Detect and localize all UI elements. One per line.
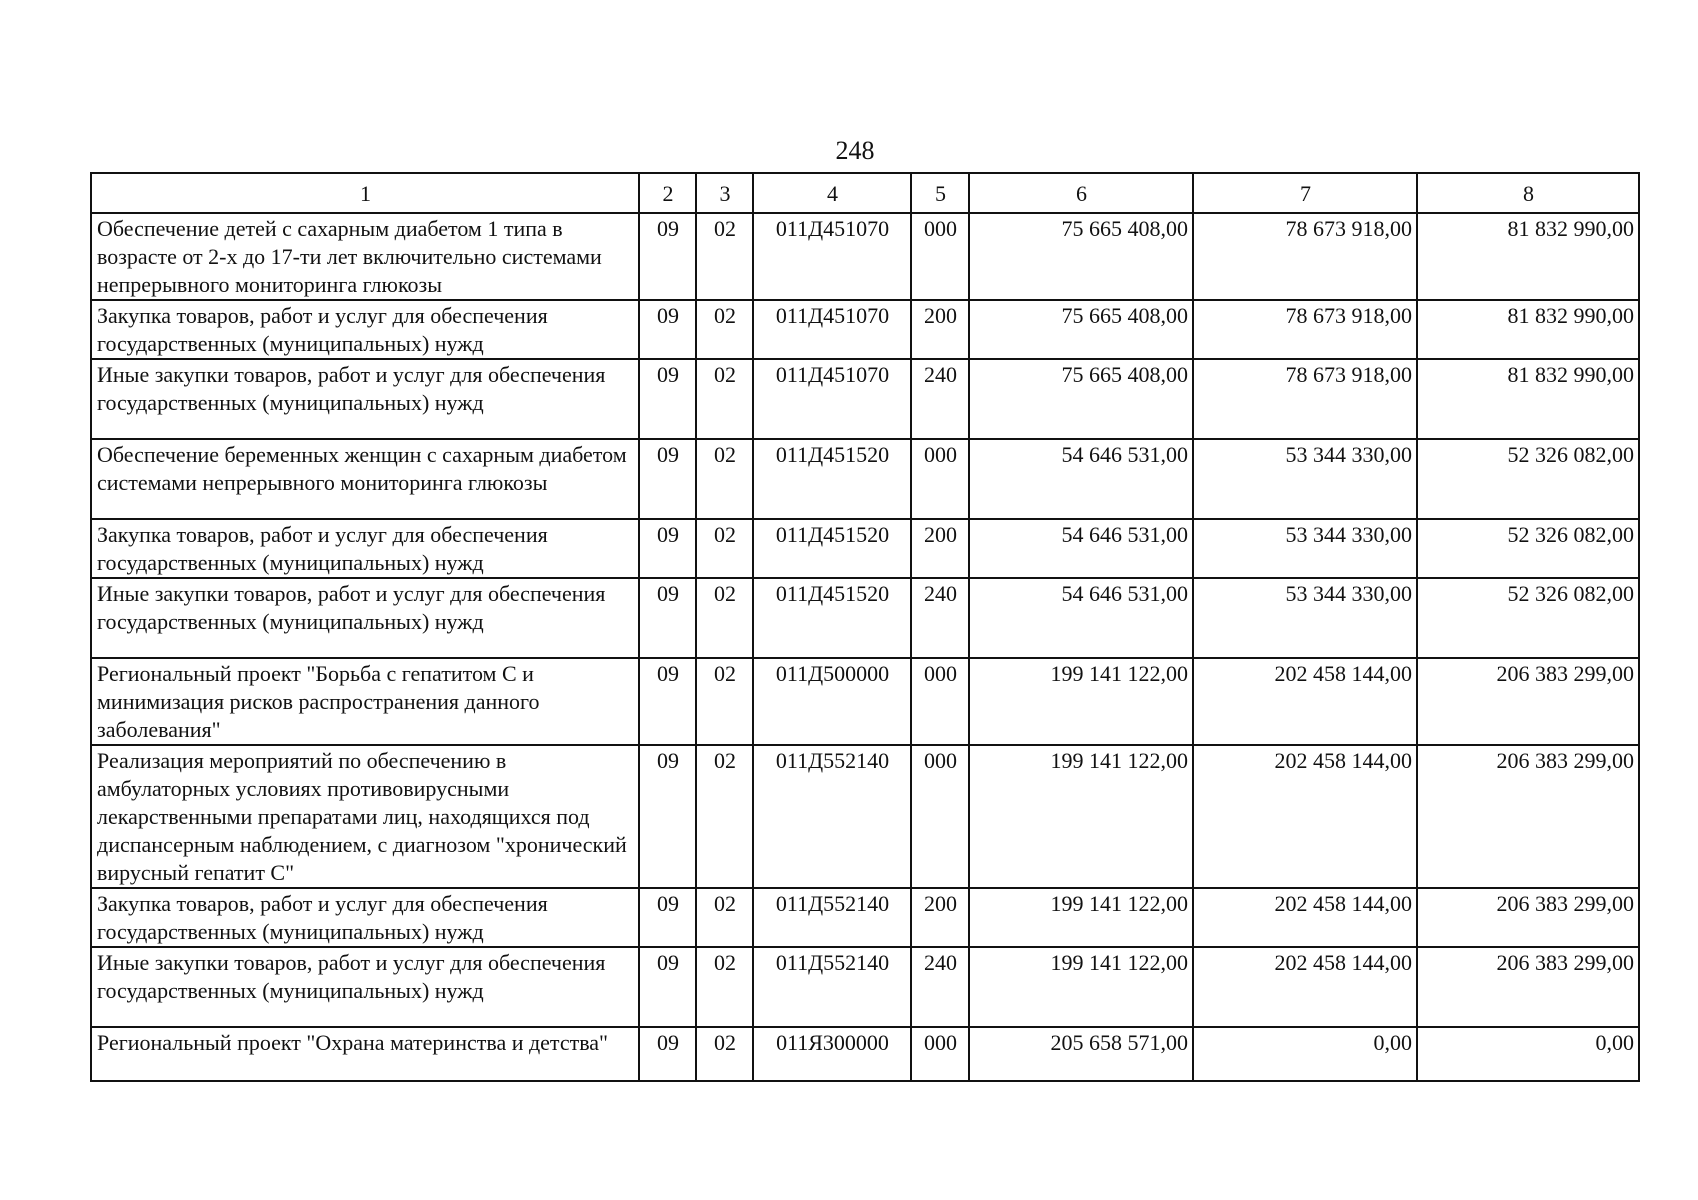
section-code-cell: 09 <box>639 213 696 300</box>
section-code-cell: 09 <box>639 439 696 519</box>
expense-name-cell: Закупка товаров, работ и услуг для обеспечения государственных (муниципальных) нужд <box>91 888 639 947</box>
amount-cell: 0,00 <box>1417 1027 1639 1081</box>
page-number: 248 <box>835 136 875 165</box>
amount-cell: 81 832 990,00 <box>1417 359 1639 439</box>
section-code-cell: 09 <box>639 947 696 1027</box>
table-row <box>91 213 1639 300</box>
amount-cell: 75 665 408,00 <box>969 300 1193 359</box>
subsection-code-cell: 02 <box>696 519 753 578</box>
expense-type-cell: 240 <box>911 578 969 658</box>
expense-type-cell: 000 <box>911 213 969 300</box>
expense-name-cell: Иные закупки товаров, работ и услуг для обеспечения государственных (муниципальных) нужд <box>91 947 639 1027</box>
column-header: 8 <box>1417 173 1639 213</box>
target-article-cell: 011Д451070 <box>753 359 911 439</box>
table-row <box>91 745 1639 888</box>
amount-cell: 199 141 122,00 <box>969 888 1193 947</box>
expense-name-cell: Иные закупки товаров, работ и услуг для обеспечения государственных (муниципальных) нужд <box>91 359 639 439</box>
expense-type-cell: 200 <box>911 888 969 947</box>
column-header: 7 <box>1193 173 1417 213</box>
expense-type-cell: 240 <box>911 359 969 439</box>
table-row <box>91 439 1639 519</box>
amount-cell: 78 673 918,00 <box>1193 359 1417 439</box>
column-header: 1 <box>91 173 639 213</box>
table-row <box>91 300 1639 359</box>
target-article-cell: 011Я300000 <box>753 1027 911 1081</box>
amount-cell: 206 383 299,00 <box>1417 888 1639 947</box>
amount-cell: 78 673 918,00 <box>1193 213 1417 300</box>
subsection-code-cell: 02 <box>696 1027 753 1081</box>
expense-name-cell: Обеспечение детей с сахарным диабетом 1 типа в возрасте от 2-х до 17-ти лет включительно системами непрерывного мониторинга глюкозы <box>91 213 639 300</box>
expense-type-cell: 200 <box>911 300 969 359</box>
amount-cell: 202 458 144,00 <box>1193 888 1417 947</box>
amount-cell: 52 326 082,00 <box>1417 439 1639 519</box>
table-row <box>91 1027 1639 1081</box>
section-code-cell: 09 <box>639 1027 696 1081</box>
amount-cell: 54 646 531,00 <box>969 519 1193 578</box>
section-code-cell: 09 <box>639 359 696 439</box>
amount-cell: 206 383 299,00 <box>1417 745 1639 888</box>
expense-name-cell: Иные закупки товаров, работ и услуг для обеспечения государственных (муниципальных) нужд <box>91 578 639 658</box>
table-row <box>91 947 1639 1027</box>
expense-name-cell: Закупка товаров, работ и услуг для обеспечения государственных (муниципальных) нужд <box>91 300 639 359</box>
subsection-code-cell: 02 <box>696 947 753 1027</box>
amount-cell: 202 458 144,00 <box>1193 947 1417 1027</box>
expense-name-cell: Региональный проект "Охрана материнства и детства" <box>91 1027 639 1081</box>
amount-cell: 206 383 299,00 <box>1417 947 1639 1027</box>
subsection-code-cell: 02 <box>696 745 753 888</box>
section-code-cell: 09 <box>639 578 696 658</box>
column-header: 3 <box>696 173 753 213</box>
subsection-code-cell: 02 <box>696 888 753 947</box>
expense-name-cell: Закупка товаров, работ и услуг для обеспечения государственных (муниципальных) нужд <box>91 519 639 578</box>
target-article-cell: 011Д451520 <box>753 578 911 658</box>
expense-type-cell: 200 <box>911 519 969 578</box>
amount-cell: 202 458 144,00 <box>1193 745 1417 888</box>
expense-type-cell: 000 <box>911 745 969 888</box>
subsection-code-cell: 02 <box>696 658 753 745</box>
section-code-cell: 09 <box>639 888 696 947</box>
subsection-code-cell: 02 <box>696 359 753 439</box>
target-article-cell: 011Д552140 <box>753 947 911 1027</box>
budget-table <box>90 172 1640 1082</box>
section-code-cell: 09 <box>639 519 696 578</box>
header-row <box>91 173 1639 213</box>
expense-name-cell: Региональный проект "Борьба с гепатитом С и минимизация рисков распространения данного заболевания" <box>91 658 639 745</box>
target-article-cell: 011Д552140 <box>753 888 911 947</box>
column-header: 2 <box>639 173 696 213</box>
amount-cell: 81 832 990,00 <box>1417 300 1639 359</box>
table-row <box>91 359 1639 439</box>
amount-cell: 0,00 <box>1193 1027 1417 1081</box>
table-body <box>91 213 1639 1081</box>
amount-cell: 75 665 408,00 <box>969 359 1193 439</box>
amount-cell: 75 665 408,00 <box>969 213 1193 300</box>
amount-cell: 205 658 571,00 <box>969 1027 1193 1081</box>
section-code-cell: 09 <box>639 658 696 745</box>
amount-cell: 202 458 144,00 <box>1193 658 1417 745</box>
subsection-code-cell: 02 <box>696 578 753 658</box>
expense-name-cell: Обеспечение беременных женщин с сахарным диабетом системами непрерывного мониторинга глюкозы <box>91 439 639 519</box>
table-row <box>91 578 1639 658</box>
amount-cell: 206 383 299,00 <box>1417 658 1639 745</box>
column-header: 5 <box>911 173 969 213</box>
target-article-cell: 011Д451520 <box>753 439 911 519</box>
expense-type-cell: 000 <box>911 658 969 745</box>
amount-cell: 54 646 531,00 <box>969 578 1193 658</box>
expense-type-cell: 000 <box>911 439 969 519</box>
subsection-code-cell: 02 <box>696 439 753 519</box>
table-row <box>91 888 1639 947</box>
amount-cell: 199 141 122,00 <box>969 658 1193 745</box>
expense-type-cell: 240 <box>911 947 969 1027</box>
target-article-cell: 011Д500000 <box>753 658 911 745</box>
target-article-cell: 011Д451070 <box>753 300 911 359</box>
column-header: 4 <box>753 173 911 213</box>
target-article-cell: 011Д451520 <box>753 519 911 578</box>
section-code-cell: 09 <box>639 300 696 359</box>
amount-cell: 52 326 082,00 <box>1417 519 1639 578</box>
target-article-cell: 011Д451070 <box>753 213 911 300</box>
amount-cell: 199 141 122,00 <box>969 745 1193 888</box>
amount-cell: 81 832 990,00 <box>1417 213 1639 300</box>
amount-cell: 53 344 330,00 <box>1193 578 1417 658</box>
table-row <box>91 658 1639 745</box>
subsection-code-cell: 02 <box>696 300 753 359</box>
amount-cell: 54 646 531,00 <box>969 439 1193 519</box>
expense-type-cell: 000 <box>911 1027 969 1081</box>
amount-cell: 52 326 082,00 <box>1417 578 1639 658</box>
subsection-code-cell: 02 <box>696 213 753 300</box>
amount-cell: 53 344 330,00 <box>1193 439 1417 519</box>
section-code-cell: 09 <box>639 745 696 888</box>
amount-cell: 53 344 330,00 <box>1193 519 1417 578</box>
amount-cell: 78 673 918,00 <box>1193 300 1417 359</box>
expense-name-cell: Реализация мероприятий по обеспечению в амбулаторных условиях противовирусными лекарственными препаратами лиц, находящихся под диспансерным наблюдением, с диагнозом "хронический вирусный гепатит С" <box>91 745 639 888</box>
column-header: 6 <box>969 173 1193 213</box>
table-row <box>91 519 1639 578</box>
target-article-cell: 011Д552140 <box>753 745 911 888</box>
amount-cell: 199 141 122,00 <box>969 947 1193 1027</box>
